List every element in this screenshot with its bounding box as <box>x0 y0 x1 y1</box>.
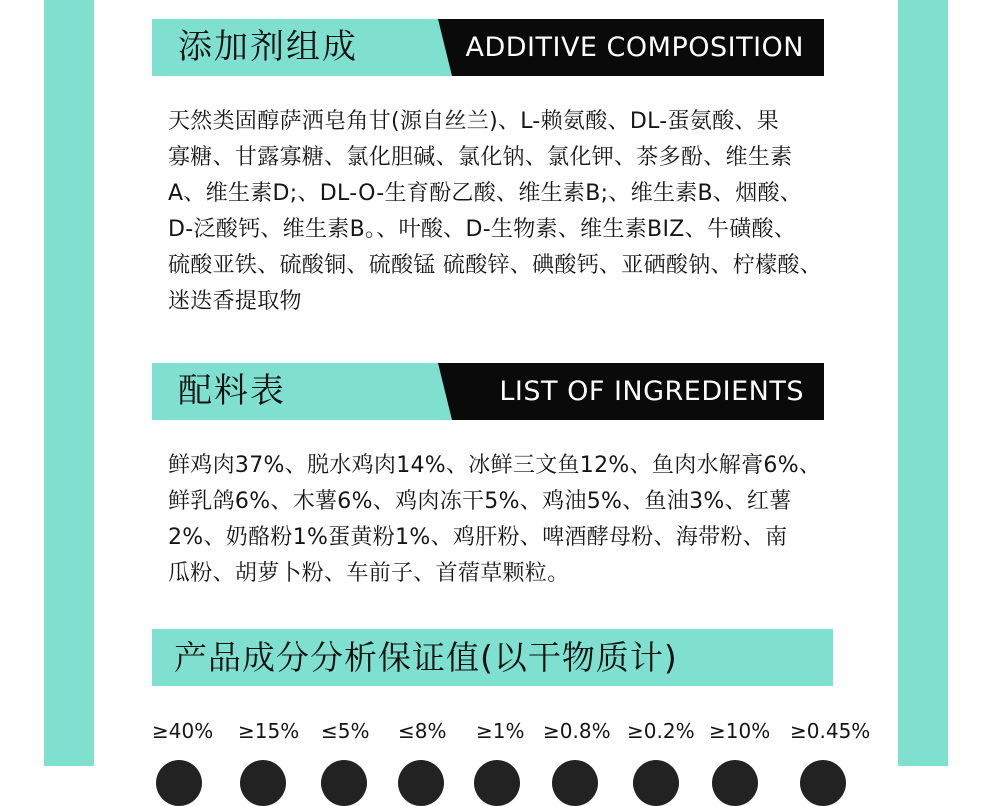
additive-section-banner <box>152 19 824 76</box>
additive-line: 迷迭香提取物 <box>168 289 302 314</box>
ingredients-section-banner <box>152 363 824 420</box>
analysis-value: ≥1% <box>476 719 525 743</box>
additive-line: 寡糖、甘露寡糖、氯化胆碱、氯化钠、氯化钾、茶多酚、维生素 <box>168 145 793 170</box>
ingredients-list <box>168 448 838 592</box>
nutrient-circle-icon <box>398 760 444 806</box>
nutrient-circle-icon <box>633 760 679 806</box>
analysis-value: ≥0.45% <box>790 719 871 743</box>
nutrient-circle-icon <box>156 760 202 806</box>
ingredient-line: 瓜粉、胡萝卜粉、车前子、首蓿草颗粒。 <box>168 561 570 586</box>
ingredient-line: 鲜鸡肉37%、脱水鸡肉14%、冰鲜三文鱼12%、鱼肉水解膏6%、 <box>168 453 822 478</box>
additive-title-cn: 添加剂组成 <box>178 27 358 67</box>
nutrient-circle-icon <box>474 760 520 806</box>
additive-line: 天然类固醇萨洒皂角甘(源自丝兰)、L-赖氨酸、DL-蛋氨酸、果 <box>168 109 780 134</box>
analysis-value: ≥0.2% <box>627 719 695 743</box>
nutrient-circle-icon <box>712 760 758 806</box>
nutrient-circle-icon <box>240 760 286 806</box>
analysis-section-banner <box>152 629 833 686</box>
analysis-value: ≤8% <box>398 719 447 743</box>
ingredient-line: 2%、奶酪粉1%蛋黄粉1%、鸡肝粉、啤酒酵母粉、海带粉、南 <box>168 525 788 550</box>
additive-line: 硫酸亚铁、硫酸铜、硫酸锰 硫酸锌、碘酸钙、亚硒酸钠、柠檬酸、 <box>168 253 822 278</box>
analysis-value: ≤5% <box>321 719 370 743</box>
nutrient-circle-icon <box>800 760 846 806</box>
additive-list <box>168 104 838 320</box>
ingredients-title-en: LIST OF INGREDIENTS <box>499 376 804 407</box>
analysis-value: ≥0.8% <box>543 719 611 743</box>
ingredient-line: 鲜乳鸽6%、木薯6%、鸡肉冻干5%、鸡油5%、鱼油3%、红薯 <box>168 489 792 514</box>
additive-line: A、维生素D;、DL-O-生育酚乙酸、维生素B;、维生素B、烟酸、 <box>168 181 803 206</box>
analysis-value: ≥10% <box>709 719 771 743</box>
right-teal-border <box>898 0 948 766</box>
nutrient-circle-icon <box>552 760 598 806</box>
additive-line: D-泛酸钙、维生素B。、叶酸、D-生物素、维生素BIZ、牛磺酸、 <box>168 217 797 242</box>
analysis-title-cn: 产品成分分析保证值(以干物质计) <box>174 638 678 677</box>
ingredients-title-cn: 配料表 <box>178 371 286 411</box>
nutrient-circle-icon <box>321 760 367 806</box>
analysis-values-row <box>0 719 990 749</box>
additive-title-en: ADDITIVE COMPOSITION <box>465 32 804 63</box>
left-teal-border <box>44 0 94 766</box>
analysis-value: ≥15% <box>238 719 300 743</box>
analysis-value: ≥40% <box>152 719 214 743</box>
